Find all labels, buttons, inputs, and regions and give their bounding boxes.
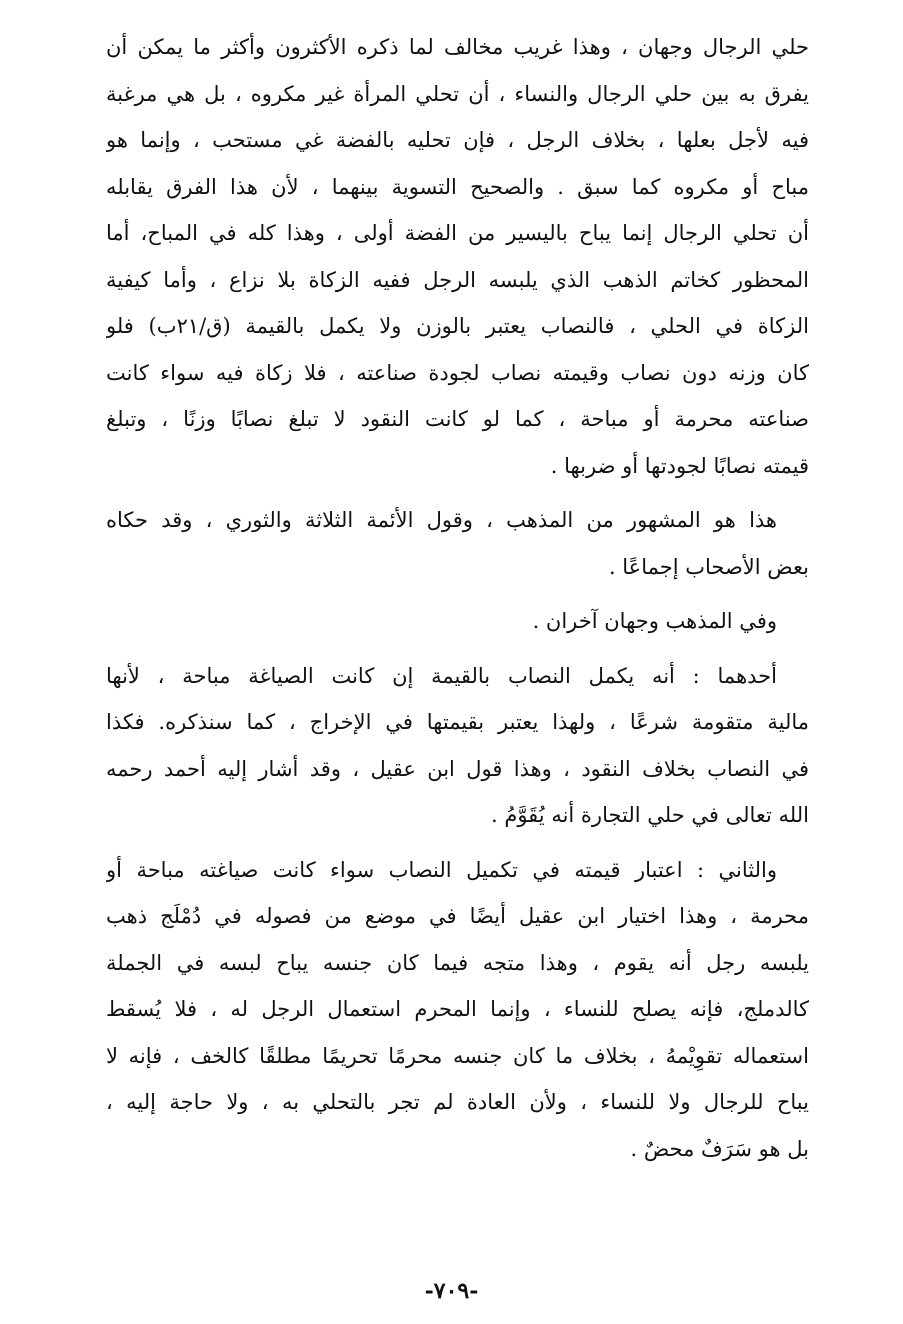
paragraph-2 (106, 497, 809, 590)
text-line: أحدهما : أنه يكمل النصاب بالقيمة إن كانت الصياغة مباحة ، لأنها (106, 663, 777, 688)
page-number: -٧٠٩- (424, 1278, 479, 1304)
text-line: فيه لأجل بعلها ، بخلاف الرجل ، فإن تحليه بالفضة غي مستحب ، وإنما هو (106, 128, 809, 152)
text-line: أن تحلي الرجال إنما يباح باليسير من الفضة أولى ، وهذا كله في المباح، أما (106, 221, 809, 245)
paragraph-1 (106, 24, 809, 489)
paragraph-5 (106, 847, 809, 1173)
paragraph-4 (106, 653, 809, 839)
text-line: بعض الأصحاب إجماعًا . (608, 554, 809, 579)
text-line: بل هو سَرَفٌ محضٌ . (630, 1136, 809, 1161)
text-line: المحظور كخاتم الذهب الذي يلبسه الرجل ففيه الزكاة بلا نزاع ، وأما كيفية (106, 267, 809, 292)
text-line: مالية متقومة شرعًا ، ولهذا يعتبر بقيمتها في الإخراج ، كما سنذكره. فكذا (106, 710, 809, 734)
text-line: محرمة ، وهذا اختيار ابن عقيل أيضًا في موضع من فصوله في دُمْلَج ذهب (106, 904, 809, 928)
text-line: يباح للرجال ولا للنساء ، ولأن العادة لم تجر بالتحلي به ، ولا حاجة إليه ، (106, 1090, 809, 1114)
text-line: وفي المذهب وجهان آخران . (532, 609, 777, 633)
text-line: الزكاة في الحلي ، فالنصاب يعتبر بالوزن ولا يكمل بالقيمة (ق/٢١ب) فلو (106, 314, 809, 338)
text-line: كالدملج، فإنه يصلح للنساء ، وإنما المحرم استعمال الرجل له ، فلا يُسقط (106, 997, 809, 1021)
text-line: يلبسه رجل أنه يقوم ، وهذا متجه فيما كان جنسه يباح لبسه في الجملة (106, 950, 809, 975)
text-line: مباح أو مكروه كما سبق . والصحيح التسوية بينهما ، لأن هذا الفرق يقابله (106, 174, 809, 199)
text-line: هذا هو المشهور من المذهب ، وقول الأئمة الثلاثة والثوري ، وقد حكاه (106, 508, 777, 532)
text-line: استعماله تقوِيْمهُ ، بخلاف ما كان جنسه محرمًا تحريمًا مطلقًا كالخف ، فإنه لا (106, 1043, 809, 1068)
text-line: كان وزنه دون نصاب وقيمته نصاب لجودة صناعته ، فلا زكاة فيه سواء كانت (106, 360, 809, 385)
text-line: قيمته نصابًا لجودتها أو ضربها . (550, 453, 809, 478)
text-line: صناعته محرمة أو مباحة ، كما لو كانت النقود لا تبلغ نصابًا وزنًا ، وتبلغ (106, 407, 809, 431)
page-text (106, 24, 809, 1172)
text-line: يفرق به بين حلي الرجال والنساء ، أن تحلي المرأة غير مكروه ، بل هي مرغبة (106, 81, 809, 106)
text-line: في النصاب بخلاف النقود ، وهذا قول ابن عقيل ، وقد أشار إليه أحمد رحمه (106, 756, 809, 781)
text-line: حلي الرجال وجهان ، وهذا غريب مخالف لما ذكره الأكثرون وأكثر ما يمكن أن (106, 35, 809, 59)
text-line: الله تعالى في حلي التجارة أنه يُقَوَّمُ . (490, 803, 809, 827)
paragraph-3 (106, 598, 809, 645)
text-line: والثاني : اعتبار قيمته في تكميل النصاب سواء كانت صياغته مباحة أو (106, 857, 777, 882)
